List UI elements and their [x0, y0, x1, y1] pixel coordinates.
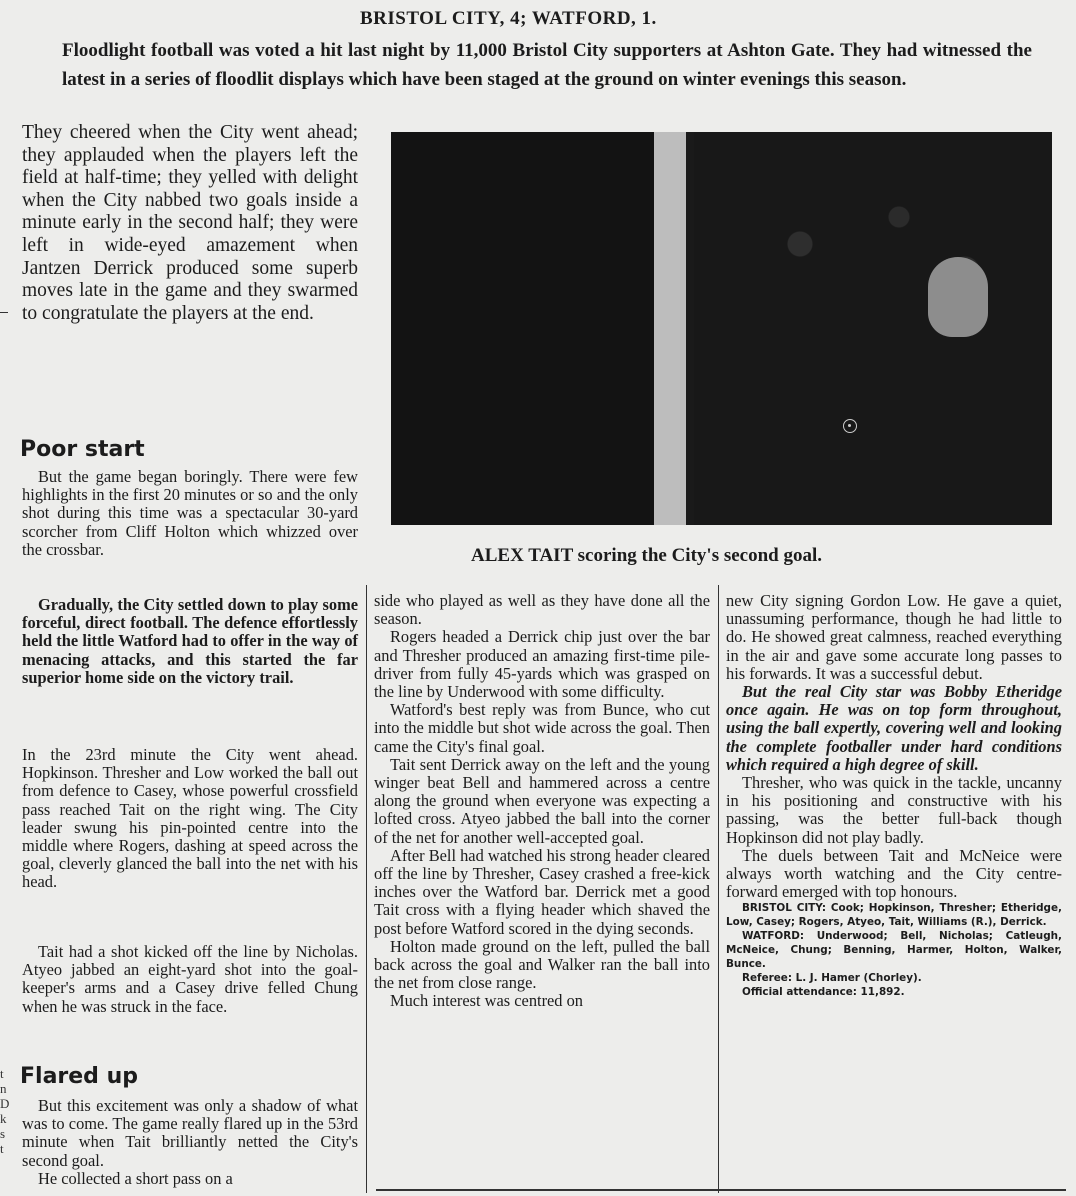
col3-paragraph-2: But the real City star was Bobby Etheridge once again. He was on top form throughout, using the ball expertly, covering well and looking the complete footballer under hard conditions which required a high degree of skill. — [726, 682, 1062, 774]
subhead-flared-up: Flared up — [20, 1064, 139, 1089]
intro-paragraph: Floodlight football was voted a hit last night by 11,000 Bristol City supporters at Ashton Gate. They had witnessed the latest in a series of floodlit displays which have been staged at the ground on winter evenings this season. — [62, 40, 1032, 90]
col2-paragraph-6: Holton made ground on the left, pulled the ball back across the goal and Walker ran the ball into the net from close range. — [374, 936, 710, 993]
goal-post — [654, 132, 686, 525]
column-rule-2 — [718, 585, 719, 1193]
paragraph-excitement — [22, 1096, 358, 1188]
subhead-poor-start: Poor start — [20, 437, 145, 462]
col2-paragraph-5: After Bell had watched his strong header cleared off the line by Thresher, Casey crashed a free-kick inches over the Watford bar. Derrick met a good Tait cross with a flying header which shaved the post before Watford scored in the dying seconds. — [374, 845, 710, 938]
paragraph-gradually: Gradually, the City settled down to play some forceful, direct football. The defence effortlessly held the little Watford had to offer in the way of menacing attacks, and this started the far superior home side on the victory trail. — [22, 595, 358, 687]
attendance: Official attendance: 11,892. — [742, 986, 905, 999]
referee: Referee: L. J. Hamer (Chorley). — [742, 972, 922, 985]
paragraph-23rd-minute: In the 23rd minute the City went ahead. Hopkinson. Thresher and Low worked the ball out from defence to Casey, whose powerful crossfield pass reached Tait on the right wing. The City leader swung his pin-pointed centre into the middle where Rogers, dashing at speed across the goal, cleverly glanced the ball into the net with his head. — [22, 745, 358, 892]
column-rule-1 — [366, 585, 367, 1193]
bottom-rule — [376, 1189, 1066, 1191]
lineup-watford: WATFORD: Underwood; Bell, Nicholas; Catleugh, McNeice, Chung; Benning, Harmer, Holton, Walker, Bunce. — [726, 930, 1062, 971]
col2-paragraph-1: side who played as well as they have done all the season. — [374, 591, 710, 629]
excitement-text: But this excitement was only a shadow of what was to come. The game really flared up in the 53rd minute when Tait brilliantly netted the City's second goal. — [22, 1096, 358, 1170]
col2-paragraph-2: Rogers headed a Derrick chip just over the bar and Thresher produced an amazing first-time pile-driver from fully 45-yards which was grasped on the line by Underwood with some difficulty. — [374, 627, 710, 702]
col3-paragraph-3: Thresher, who was quick in the tackle, uncanny in his positioning and constructive with his passing, was the better full-back though Hopkinson did not play badly. — [726, 773, 1062, 847]
column-3 — [726, 592, 1062, 999]
col2-paragraph-3: Watford's best reply was from Bunce, who cut into the middle but shot wide across the goal. Then came the City's final goal. — [374, 700, 710, 756]
lead-paragraph: They cheered when the City went ahead; they applauded when the players left the field at half-time; they yelled with delight when the City nabbed two goals inside a minute early in the second half; they were left in wide-eyed amazement when Jantzen Derrick produced some superb moves late in the game and they swarmed to congratulate the players at the end. — [22, 122, 358, 324]
col3-paragraph-1: new City signing Gordon Low. He gave a quiet, unassuming performance, though he had little to do. He showed great calmness, reached everything in the air and gave some accurate long passes to his forwards. It was a successful debut. — [726, 591, 1062, 683]
column-2 — [374, 592, 710, 1011]
circle-marker-icon — [843, 419, 857, 433]
paragraph-boring: But the game began boringly. There were few highlights in the first 20 minutes or so and the only shot during this time was a spectacular 30-yard scorcher from Cliff Holton which whizzed over the crossbar. — [22, 467, 358, 559]
photo-left-panel — [391, 132, 654, 525]
player-figure — [928, 257, 988, 337]
headline: BRISTOL CITY, 4; WATFORD, 1. — [360, 8, 657, 29]
margin-fragment: t n D k s t — [0, 1066, 10, 1156]
col3-paragraph-4: The duels between Tait and McNeice were always worth watching and the City centre-forward emerged with top honours. — [726, 845, 1062, 902]
photo-caption: ALEX TAIT scoring the City's second goal. — [471, 545, 823, 566]
col2-paragraph-7: Much interest was centred on — [390, 991, 583, 1011]
col2-paragraph-4: Tait sent Derrick away on the left and the young winger beat Bell and hammered across a centre along the ground when everyone was expecting a lofted cross. Atyeo jabbed the ball into the corner of the net for another well-accepted goal. — [374, 754, 710, 847]
cut-off-text: He collected a short pass on a — [38, 1168, 233, 1188]
match-photo — [391, 132, 1052, 525]
paragraph-tait-shot: Tait had a shot kicked off the line by Nicholas. Atyeo jabbed an eight-yard shot into the goal-keeper's arms and a Casey drive felled Chung when he was struck in the face. — [22, 942, 358, 1016]
margin-mark — [0, 312, 8, 313]
lineup-bristol-city: BRISTOL CITY: Cook; Hopkinson, Thresher; Etheridge, Low, Casey; Rogers, Atyeo, Tait, Williams (R.), Derrick. — [726, 902, 1062, 929]
